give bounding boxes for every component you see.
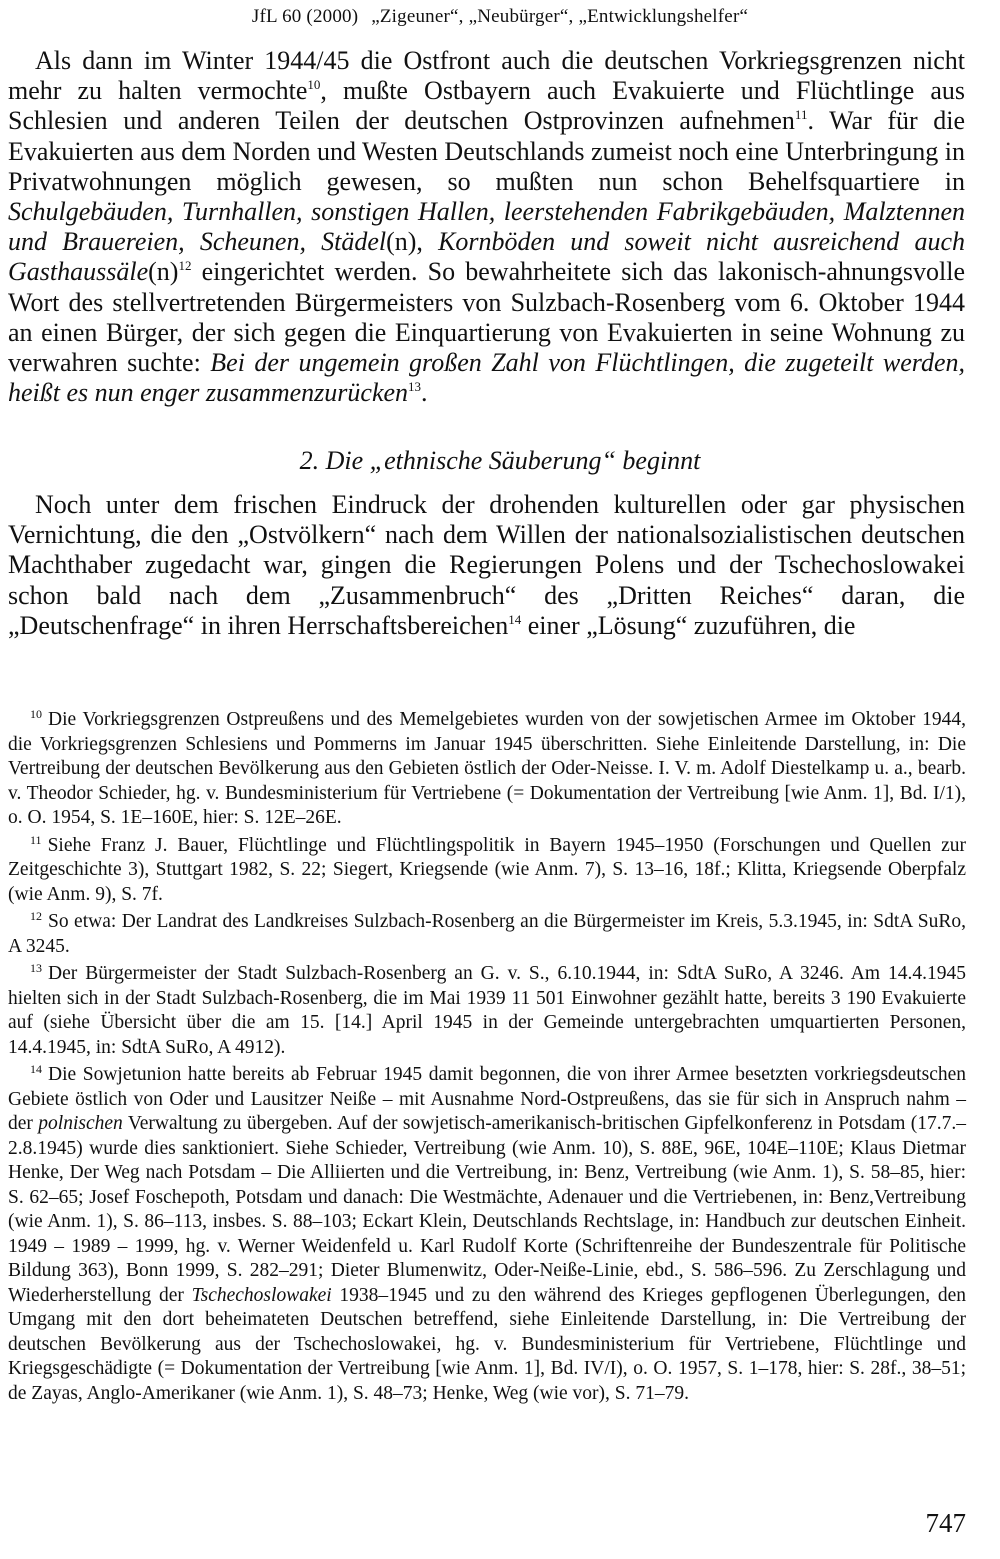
section-heading: 2. Die „ethnische Säuberung“ beginnt <box>299 446 701 475</box>
footnote-12 <box>8 910 966 959</box>
footnote-number: 12 <box>30 909 42 923</box>
footnotes <box>8 708 966 1409</box>
footnote-text: Verwaltung zu übergeben. Auf der sowjetisch-amerikanisch-britischen Gipfelkonferenz in Potsdam (17.7.–2.8.1945) wurde dies sanktioniert. Siehe Schieder, Vertreibung (wie Anm. 10), S. 88E, 96E, 104E–110E; Klaus Dietmar Henke, Der Weg nach Potsdam – Die Alliierten und die Vertreibung, in: Benz, Vertreibung (wie Anm. 1), S. 58–85, hier: S. 62–65; Josef Foschepoth, Potsdam und danach: Die Westmächte, Adenauer und die Vertriebenen, in: Benz,Vertreibung (wie Anm. 1), S. 86–113, insbes. S. 88–103; Eckart Klein, Deutschlands Rechtslage, in: Handbuch zur deutschen Einheit. 1949 – 1989 – 1999, hg. v. Werner Weidenfeld u. Karl Rudolf Korte (Schriftenreihe der Bundeszentrale für Politische Bildung 363), Bonn 1999, S. 282–291; Dieter Blumenwitz, Oder-Neiße-Linie, ebd., S. 586–596. Zu Zerschlagung und Wiederherstellung der <box>8 1113 966 1306</box>
text-run: . War für die Evakuierten aus dem Norden und Westen Deutschlands zumeist noch eine Unterbringung in Privatwohnungen möglich gewesen, so mußten nun schon Behelfsquartiere in <box>8 106 966 196</box>
journal-reference: JfL 60 (2000) <box>251 6 359 27</box>
footnote-11 <box>8 834 966 908</box>
footnote-ref-11[interactable]: 11 <box>794 107 808 123</box>
body-paragraph-1 <box>8 46 965 408</box>
footnote-number: 13 <box>30 961 42 975</box>
footnote-text: Die Sowjetunion hatte bereits ab Februar 1945 damit begonnen, die von ihrer Armee besetzten vorkriegsdeutschen Gebiete östlich von Oder und Lausitzer Neiße – mit Ausnahme Nord-Ostpreußens, das sie für sich in Anspruch nahm – der <box>8 1064 966 1134</box>
footnote-13 <box>8 962 966 1060</box>
footnote-ref-12[interactable]: 12 <box>178 258 192 274</box>
text-run: Als dann im Winter 1944/45 die Ostfront auch die deutschen Vorkriegsgrenzen nicht mehr zu halten vermochte <box>8 46 965 106</box>
footnote-ref-13[interactable]: 13 <box>408 379 422 395</box>
text-run: Noch unter dem frischen Eindruck der drohenden kulturellen oder gar physischen Vernichtung, die den „Ostvölkern“ nach dem Willen der nationalsozialistischen deutschen Machthaber zugedacht war, gingen die Regierungen Polens und der Tschechoslowakei schon bald nach dem „Zusammenbruch“ des „Dritten Reiches“ daran, die „Deutschenfrage“ in ihren Herrschaftsbereichen <box>8 490 965 640</box>
text-run: , mußte Ostbayern auch Evakuierte und Flüchtlinge aus Schlesien und anderen Teilen der deutschen Ostprovinzen aufnehmen <box>8 76 966 136</box>
footnote-10 <box>8 708 966 831</box>
footnote-italic: polnischen <box>38 1113 123 1134</box>
text-run: eingerichtet werden. So bewahrheitete sich das lakonisch-ahnungsvolle Wort des stellvertretenden Bürgermeisters von Sulzbach-Rosenberg vom 6. Oktober 1944 an einen Bürger, der sich gegen die Einquartierung von Evakuierten in seine Wohnung zu verwahren suchte: <box>8 257 965 378</box>
footnote-text: Siehe Franz J. Bauer, Flüchtlinge und Flüchtlingspolitik in Bayern 1945–1950 (Forschungen und Quellen zur Zeitgeschichte 3), Stuttgart 1982, S. 22; Siegert, Kriegsende (wie Anm. 7), S. 13–16, 18f.; Klitta, Kriegsende Oberpfalz (wie Anm. 9), S. 7f. <box>8 834 966 905</box>
footnote-text: Der Bürgermeister der Stadt Sulzbach-Rosenberg an G. v. S., 6.10.1944, in: SdtA SuRo, A 3246. Am 14.4.1945 hielten sich in der Stadt Sulzbach-Rosenberg, die im Mai 1939 11 501 Einwohner gezählt hatte, bereits 3 190 Evakuierte auf (siehe Übersicht über die am 15. [14.] April 1945 in der Gemeinde untergebrachten umquartierten Personen, 14.4.1945, in: SdtA SuRo, A 4912). <box>8 963 966 1058</box>
footnote-ref-10[interactable]: 10 <box>307 77 321 93</box>
footnote-italic: Tschechoslowakei <box>191 1284 332 1306</box>
footnote-14 <box>8 1063 966 1406</box>
text-run: . <box>421 378 428 408</box>
footnote-number: 11 <box>30 832 42 847</box>
text-run: (n), <box>386 227 439 257</box>
footnote-text: So etwa: Der Landrat des Landkreises Sulzbach-Rosenberg an die Bürgermeister im Kreis, 5.3.1945, in: SdtA SuRo, A 3245. <box>8 911 966 957</box>
running-title: „Zigeuner“, „Neubürger“, „Entwicklungshelfer“ <box>371 6 749 27</box>
page-number: 747 <box>925 1508 966 1538</box>
body-paragraph-2 <box>8 490 965 641</box>
italic-quote: Schulgebäuden, Turnhallen, sonstigen Hallen, leerstehenden Fabrikgebäuden, Malztennen und Brauereien, Scheunen, Städel <box>8 197 965 257</box>
footnote-number: 14 <box>30 1062 42 1076</box>
footnote-text: 1938–1945 und zu den während des Krieges gepflogenen Überlegungen, den Umgang mit den dort beheimateten Deutschen betreffend, siehe Einleitende Darstellung, in: Die Vertreibung der deutschen Bevölkerung aus der Tschechoslowakei, hg. v. Bundesministerium für Vertriebene, Flüchtlinge und Kriegsgeschädigte (= Dokumentation der Vertreibung [wie Anm. 1], Bd. IV/I), o. O. 1957, S. 1–178, hier: S. 28f., 38–51; de Zayas, Anglo-Amerikaner (wie Anm. 1), S. 48–73; Henke, Weg (wie vor), S. 71–79. <box>8 1284 967 1404</box>
footnote-text: Die Vorkriegsgrenzen Ostpreußens und des Memelgebietes wurden von der sowjetischen Armee im Oktober 1944, die Vorkriegsgrenzen Schlesiens und Pommerns im Januar 1945 überschritten. Siehe Einleitende Darstellung, in: Die Vertreibung der deutschen Bevölkerung aus den Gebieten östlich der Oder-Neisse. I. V. m. Adolf Diestelkamp u. a., bearb. v. Theodor Schieder, hg. v. Bundesministerium für Vertriebene (= Dokumentation der Vertreibung [wie Anm. 1], Bd. I/1), o. O. 1954, S. 1E–160E, hier: S. 12E–26E. <box>8 709 966 828</box>
italic-quote: Kornböden und soweit nicht ausreichend auch Gasthaussäle <box>8 227 965 287</box>
footnote-ref-14[interactable]: 14 <box>508 611 522 627</box>
text-run: einer „Lösung“ zuzuführen, die <box>521 610 856 640</box>
text-run: (n) <box>148 257 179 287</box>
running-header <box>0 6 1000 28</box>
italic-quote: Bei der ungemein großen Zahl von Flüchtlingen, die zugeteilt werden, heißt es nun enger zusammenzurücken <box>8 348 965 408</box>
footnote-number: 10 <box>30 707 42 721</box>
